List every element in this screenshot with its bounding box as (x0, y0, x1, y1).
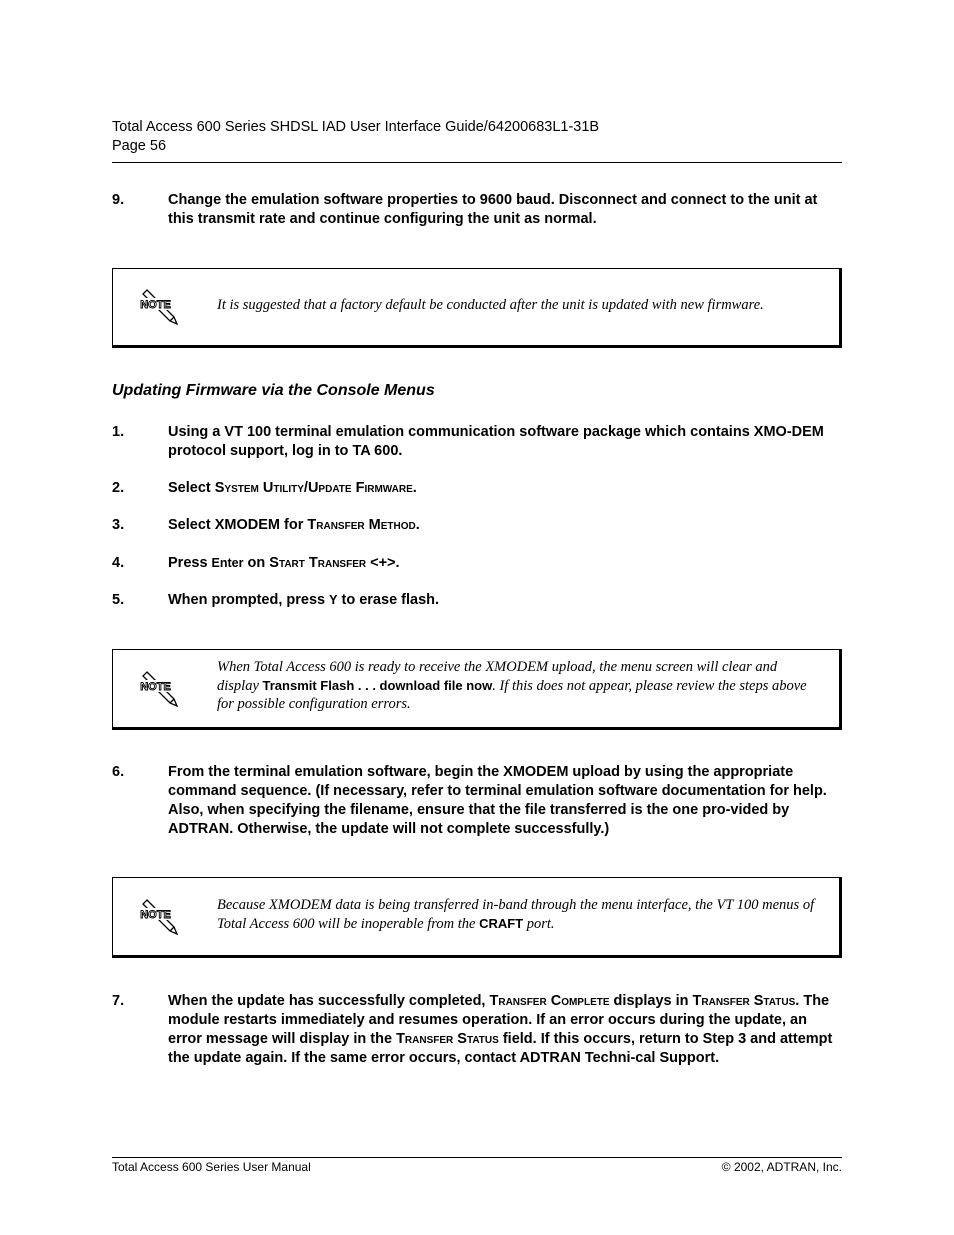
step-text-part: When the update has successfully completed, (168, 993, 490, 1009)
note-icon-label: NOTE (140, 680, 171, 693)
note-pencil-icon (137, 287, 181, 327)
step-number: 6. (112, 764, 125, 780)
note-text-part: . If this does not appear, please review the steps above for possible configuration errors. (217, 677, 807, 712)
step-text-part: . The module restarts immediately and resumes operation. If an error occurs during the update, an error message will display in the (168, 993, 830, 1047)
field-name: Transfer Method (307, 517, 416, 533)
field-name: Transfer Status (396, 1031, 499, 1047)
note-pencil-icon (137, 669, 181, 709)
step-text-part: <+>. (366, 555, 400, 571)
header-page-number: Page 56 (112, 138, 167, 154)
note-text (217, 896, 819, 933)
step-text-part: . (412, 480, 417, 496)
page-header (112, 118, 842, 156)
note-box-factory-default (112, 268, 842, 348)
step-text (168, 591, 842, 610)
step-text-part: to erase flash. (337, 592, 440, 608)
key-name: Y (329, 593, 338, 607)
step-text-part: field. If this occurs, return to Step 3 and attempt the update again. If the same error occurs, contact ADTRAN Techni-cal Support. (168, 1031, 833, 1066)
step-text-part: Press (168, 555, 212, 571)
step-number: 3. (112, 517, 125, 533)
header-divider (112, 162, 842, 163)
section-title: Updating Firmware via the Console Menus (112, 382, 435, 399)
step-text-part: . (415, 517, 420, 533)
step-text: Using a VT 100 terminal emulation communication software package which contains XMO-DEM protocol support, log in to TA 600. (168, 424, 824, 459)
step-text (168, 992, 842, 1068)
step-number: 4. (112, 555, 125, 571)
note-text: It is suggested that a factory default be conducted after the unit is updated with new firmware. (217, 297, 764, 313)
menu-path: System Utility/Update Firmware (214, 480, 413, 496)
footer-manual-title: Total Access 600 Series User Manual (112, 1160, 311, 1174)
field-name: Transfer Status (692, 993, 796, 1009)
footer-divider (112, 1157, 842, 1158)
step-number: 2. (112, 480, 125, 496)
note-box-xmodem-ready (112, 649, 842, 730)
step-number: 7. (112, 993, 125, 1009)
note-text-part: When Total Access 600 is ready to receive the XMODEM upload, the menu screen will clear and display (217, 659, 778, 694)
footer-copyright: © 2002, ADTRAN, Inc. (721, 1160, 842, 1174)
step-number: 1. (112, 424, 125, 440)
status-value: Transfer Complete (489, 993, 610, 1009)
step-text-part: Select XMODEM for (168, 517, 308, 533)
step-text-part: displays in (609, 993, 693, 1009)
note-text-part: port. (523, 915, 555, 932)
key-name: Enter (211, 556, 244, 570)
step-text-part: on (243, 555, 270, 571)
field-name: Start Transfer (269, 555, 367, 571)
note-icon-label: NOTE (140, 908, 171, 921)
step-text (168, 479, 842, 498)
screen-message: Transmit Flash . . . download file now (262, 677, 493, 693)
note-box-craft-port (112, 877, 842, 958)
step-text-part: Select (168, 480, 215, 496)
step-number: 5. (112, 592, 125, 608)
step-text (168, 554, 842, 573)
note-text-part: Because XMODEM data is being transferred in-band through the menu interface, the VT 100 menus of Total Access 600 will be inoperable from the (217, 897, 815, 932)
step-text-part: When prompted, press (168, 592, 330, 608)
port-name: CRAFT (479, 915, 524, 931)
note-pencil-icon (137, 897, 181, 937)
step-text: From the terminal emulation software, begin the XMODEM upload by using the appropriate command sequence. (If necessary, refer to terminal emulation software documentation for help. Also, when specifying the filename, ensure that the file transferred is the one pro-vided by ADTRAN. Otherwise, the update will not complete successfully.) (168, 764, 827, 837)
note-icon-label: NOTE (140, 299, 171, 311)
step-text: Change the emulation software properties to 9600 baud. Disconnect and connect to the unit at this transmit rate and continue configuring the unit as normal. (168, 192, 818, 227)
step-number: 9. (112, 192, 125, 208)
header-title: Total Access 600 Series SHDSL IAD User Interface Guide/64200683L1-31B (112, 119, 600, 135)
note-text (217, 658, 819, 714)
step-text (168, 516, 842, 535)
